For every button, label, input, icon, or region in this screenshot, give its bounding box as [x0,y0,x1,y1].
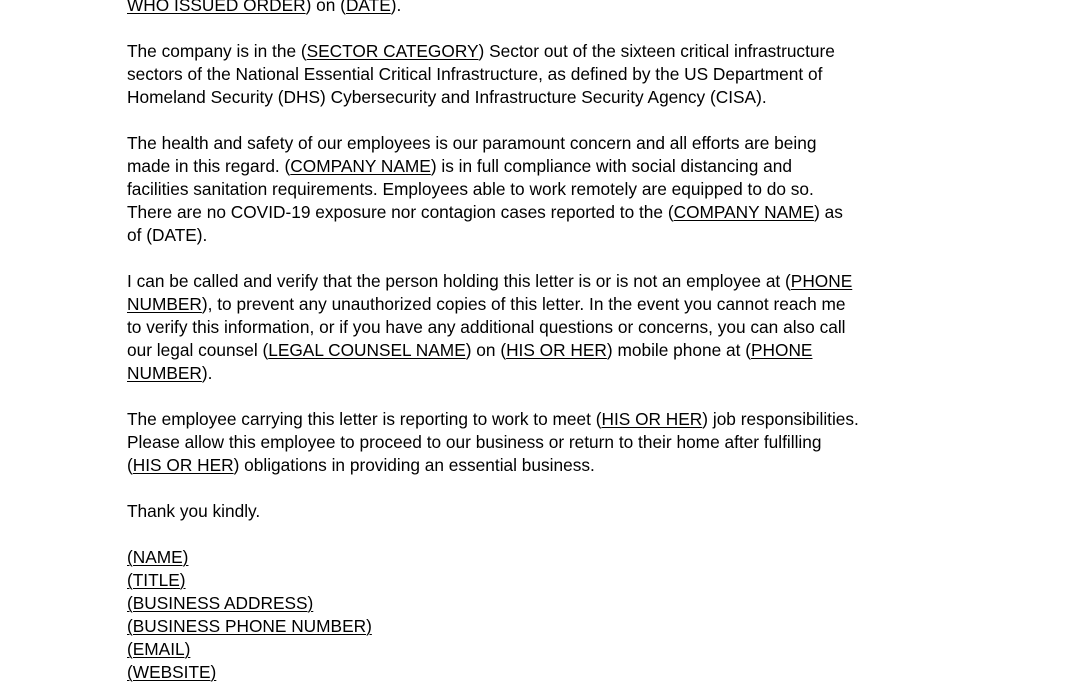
intro-tail: WHO ISSUED ORDER) on (DATE). [127,0,967,17]
signature-title: (TITLE) [127,570,186,590]
phone-placeholder: NUMBER [127,294,202,314]
phone-placeholder: PHONE [790,271,853,291]
closing-line: Thank you kindly. [127,501,261,521]
signature-address: (BUSINESS ADDRESS) [127,593,314,613]
signature-phone: (BUSINESS PHONE NUMBER) [127,616,372,636]
paragraph-employee: The employee carrying this letter is reporting to work to meet (HIS OR HER) job responsibilities. Please allow this employee to proceed to our business or return to their home after fulfilling (HIS OR HER) obligations in providing an essential business. [127,409,859,475]
his-or-her-placeholder: HIS OR HER [601,409,703,429]
issuer-placeholder: WHO ISSUED ORDER [127,0,306,15]
signature-block [127,546,967,684]
his-or-her-placeholder: HIS OR HER [132,455,234,475]
date-placeholder: DATE [345,0,391,15]
company-name-placeholder: COMPANY NAME [290,156,431,176]
company-name-placeholder: COMPANY NAME [673,202,815,222]
his-or-her-placeholder: HIS OR HER [506,340,607,360]
legal-counsel-placeholder: LEGAL COUNSEL NAME [268,340,466,360]
phone-placeholder: NUMBER [127,363,202,383]
letter-page [127,0,967,684]
phone-placeholder: PHONE [751,340,813,360]
sector-placeholder: SECTOR CATEGORY [306,41,479,61]
paragraph-verification: I can be called and verify that the person holding this letter is or is not an employee at (PHONE NUMBER), to prevent any unauthorized copies of this letter. In the event you cannot reach me to verify this information, or if you have any additional questions or concerns, you can also call our legal counsel (LEGAL COUNSEL NAME) on (HIS OR HER) mobile phone at (PHONE NUMBER). [127,271,853,383]
paragraph-sector: The company is in the (SECTOR CATEGORY) Sector out of the sixteen critical infrastructure sectors of the National Essential Critical Infrastructure, as defined by the US Department of Homeland Security (DHS) Cybersecurity and Infrastructure Security Agency (CISA). [127,41,835,107]
signature-email: (EMAIL) [127,639,191,659]
signature-website: (WEBSITE) [127,662,217,682]
signature-name: (NAME) [127,547,189,567]
paragraph-safety: The health and safety of our employees is our paramount concern and all efforts are being made in this regard. (COMPANY NAME) is in full compliance with social distancing and facilities sanitation requirements. Employees able to work remotely are equipped to do so. There are no COVID-19 exposure nor contagion cases reported to the (COMPANY NAME) as of (DATE). [127,133,843,245]
